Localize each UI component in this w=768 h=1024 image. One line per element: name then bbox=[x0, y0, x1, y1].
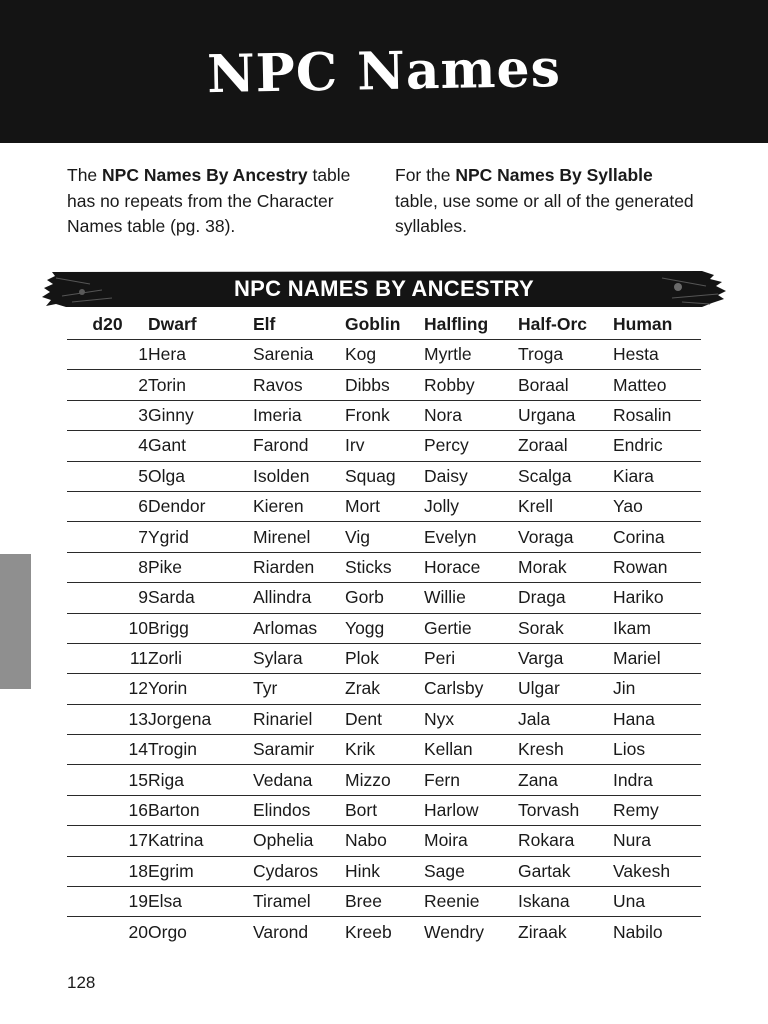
name-cell: Sticks bbox=[345, 552, 424, 582]
name-cell: Ikam bbox=[613, 613, 701, 643]
table-row bbox=[67, 400, 701, 430]
name-cell: Ginny bbox=[148, 400, 253, 430]
name-cell: Dendor bbox=[148, 491, 253, 521]
table-row bbox=[67, 643, 701, 673]
name-cell: Vakesh bbox=[613, 856, 701, 886]
roll-number-cell: 12 bbox=[67, 674, 148, 704]
name-cell: Kog bbox=[345, 340, 424, 370]
name-cell: Varga bbox=[518, 643, 613, 673]
name-cell: Una bbox=[613, 887, 701, 917]
roll-number-cell: 1 bbox=[67, 340, 148, 370]
intro-text: table has no repeats from the Character Names table (pg. 38). bbox=[67, 165, 351, 236]
name-cell: Willie bbox=[424, 583, 518, 613]
roll-number-cell: 14 bbox=[67, 735, 148, 765]
name-cell: Troga bbox=[518, 340, 613, 370]
intro-text: For the bbox=[395, 165, 456, 185]
name-cell: Krik bbox=[345, 735, 424, 765]
page-number: 128 bbox=[67, 973, 96, 992]
table-row bbox=[67, 765, 701, 795]
name-cell: Myrtle bbox=[424, 340, 518, 370]
table-row bbox=[67, 795, 701, 825]
name-cell: Hera bbox=[148, 340, 253, 370]
section-title: NPC NAMES BY ANCESTRY bbox=[233, 276, 535, 301]
name-cell: Lios bbox=[613, 735, 701, 765]
name-cell: Kellan bbox=[424, 735, 518, 765]
name-cell: Isolden bbox=[253, 461, 345, 491]
roll-number-cell: 3 bbox=[67, 400, 148, 430]
name-cell: Rowan bbox=[613, 552, 701, 582]
name-cell: Nyx bbox=[424, 704, 518, 734]
name-cell: Barton bbox=[148, 795, 253, 825]
intro-bold-text: NPC Names By Syllable bbox=[455, 165, 653, 185]
intro-paragraph-ancestry bbox=[67, 163, 367, 240]
name-cell: Zoraal bbox=[518, 431, 613, 461]
name-cell: Remy bbox=[613, 795, 701, 825]
roll-number-cell: 18 bbox=[67, 856, 148, 886]
roll-number-cell: 2 bbox=[67, 370, 148, 400]
name-cell: Ophelia bbox=[253, 826, 345, 856]
roll-number-cell: 20 bbox=[67, 917, 148, 947]
roll-number-cell: 10 bbox=[67, 613, 148, 643]
name-cell: Nabilo bbox=[613, 917, 701, 947]
name-cell: Rokara bbox=[518, 826, 613, 856]
column-header: Human bbox=[613, 313, 673, 334]
table-row bbox=[67, 735, 701, 765]
table-row bbox=[67, 370, 701, 400]
name-cell: Squag bbox=[345, 461, 424, 491]
table-row bbox=[67, 461, 701, 491]
name-cell: Kreeb bbox=[345, 917, 424, 947]
name-cell: Carlsby bbox=[424, 674, 518, 704]
table-row bbox=[67, 704, 701, 734]
name-cell: Mort bbox=[345, 491, 424, 521]
name-cell: Gertie bbox=[424, 613, 518, 643]
table-row bbox=[67, 613, 701, 643]
name-cell: Riarden bbox=[253, 552, 345, 582]
name-cell: Vig bbox=[345, 522, 424, 552]
roll-number-cell: 4 bbox=[67, 431, 148, 461]
intro-text: table, use some or all of the generated syllables. bbox=[395, 190, 694, 236]
name-cell: Fronk bbox=[345, 400, 424, 430]
roll-number-cell: 7 bbox=[67, 522, 148, 552]
column-header: d20 bbox=[92, 313, 123, 334]
name-cell: Tiramel bbox=[253, 887, 345, 917]
name-cell: Mirenel bbox=[253, 522, 345, 552]
name-cell: Sarda bbox=[148, 583, 253, 613]
roll-number-cell: 13 bbox=[67, 704, 148, 734]
column-header: Goblin bbox=[345, 313, 401, 334]
table-row bbox=[67, 917, 701, 947]
name-cell: Gorb bbox=[345, 583, 424, 613]
name-cell: Hariko bbox=[613, 583, 701, 613]
name-cell: Olga bbox=[148, 461, 253, 491]
name-cell: Yorin bbox=[148, 674, 253, 704]
npc-names-table bbox=[67, 309, 701, 947]
table-row bbox=[67, 856, 701, 886]
name-cell: Morak bbox=[518, 552, 613, 582]
column-header: Elf bbox=[253, 313, 276, 334]
name-cell: Katrina bbox=[148, 826, 253, 856]
name-cell: Egrim bbox=[148, 856, 253, 886]
name-cell: Sarenia bbox=[253, 340, 345, 370]
name-cell: Cydaros bbox=[253, 856, 345, 886]
name-cell: Plok bbox=[345, 643, 424, 673]
name-cell: Zrak bbox=[345, 674, 424, 704]
name-cell: Nabo bbox=[345, 826, 424, 856]
name-cell: Jin bbox=[613, 674, 701, 704]
name-cell: Matteo bbox=[613, 370, 701, 400]
name-cell: Urgana bbox=[518, 400, 613, 430]
name-cell: Trogin bbox=[148, 735, 253, 765]
name-cell: Imeria bbox=[253, 400, 345, 430]
name-cell: Percy bbox=[424, 431, 518, 461]
name-cell: Iskana bbox=[518, 887, 613, 917]
name-cell: Rinariel bbox=[253, 704, 345, 734]
name-cell: Peri bbox=[424, 643, 518, 673]
chapter-side-tab bbox=[0, 554, 31, 689]
table-row bbox=[67, 552, 701, 582]
table-header-row bbox=[67, 309, 701, 340]
table-row bbox=[67, 491, 701, 521]
name-cell: Robby bbox=[424, 370, 518, 400]
name-cell: Moira bbox=[424, 826, 518, 856]
name-cell: Elsa bbox=[148, 887, 253, 917]
name-cell: Horace bbox=[424, 552, 518, 582]
name-cell: Saramir bbox=[253, 735, 345, 765]
name-cell: Jolly bbox=[424, 491, 518, 521]
name-cell: Pike bbox=[148, 552, 253, 582]
roll-number-cell: 17 bbox=[67, 826, 148, 856]
name-cell: Yao bbox=[613, 491, 701, 521]
name-cell: Vedana bbox=[253, 765, 345, 795]
intro-text: The bbox=[67, 165, 103, 185]
name-cell: Fern bbox=[424, 765, 518, 795]
name-cell: Indra bbox=[613, 765, 701, 795]
name-cell: Sylara bbox=[253, 643, 345, 673]
name-cell: Gant bbox=[148, 431, 253, 461]
name-cell: Nura bbox=[613, 826, 701, 856]
name-cell: Daisy bbox=[424, 461, 518, 491]
name-cell: Varond bbox=[253, 917, 345, 947]
page-title: NPC Names bbox=[206, 37, 562, 106]
table-row bbox=[67, 887, 701, 917]
name-cell: Kiara bbox=[613, 461, 701, 491]
roll-number-cell: 19 bbox=[67, 887, 148, 917]
name-cell: Nora bbox=[424, 400, 518, 430]
name-cell: Zana bbox=[518, 765, 613, 795]
table-row bbox=[67, 583, 701, 613]
roll-number-cell: 6 bbox=[67, 491, 148, 521]
name-cell: Mizzo bbox=[345, 765, 424, 795]
name-cell: Dibbs bbox=[345, 370, 424, 400]
name-cell: Bort bbox=[345, 795, 424, 825]
column-header: Dwarf bbox=[148, 313, 197, 334]
name-cell: Sage bbox=[424, 856, 518, 886]
table-row bbox=[67, 826, 701, 856]
name-cell: Wendry bbox=[424, 917, 518, 947]
name-cell: Allindra bbox=[253, 583, 345, 613]
name-cell: Gartak bbox=[518, 856, 613, 886]
name-cell: Irv bbox=[345, 431, 424, 461]
name-cell: Evelyn bbox=[424, 522, 518, 552]
name-cell: Mariel bbox=[613, 643, 701, 673]
roll-number-cell: 9 bbox=[67, 583, 148, 613]
table-row bbox=[67, 522, 701, 552]
name-cell: Ulgar bbox=[518, 674, 613, 704]
table-row bbox=[67, 340, 701, 370]
name-cell: Endric bbox=[613, 431, 701, 461]
name-cell: Zorli bbox=[148, 643, 253, 673]
name-cell: Rosalin bbox=[613, 400, 701, 430]
name-cell: Elindos bbox=[253, 795, 345, 825]
name-cell: Farond bbox=[253, 431, 345, 461]
roll-number-cell: 5 bbox=[67, 461, 148, 491]
roll-number-cell: 16 bbox=[67, 795, 148, 825]
name-cell: Voraga bbox=[518, 522, 613, 552]
roll-number-cell: 8 bbox=[67, 552, 148, 582]
intro-paragraph-syllable bbox=[395, 163, 695, 240]
name-cell: Jorgena bbox=[148, 704, 253, 734]
name-cell: Jala bbox=[518, 704, 613, 734]
name-cell: Orgo bbox=[148, 917, 253, 947]
name-cell: Torin bbox=[148, 370, 253, 400]
intro-bold-text: NPC Names By Ancestry bbox=[102, 165, 308, 185]
name-cell: Krell bbox=[518, 491, 613, 521]
name-cell: Hana bbox=[613, 704, 701, 734]
name-cell: Arlomas bbox=[253, 613, 345, 643]
name-cell: Reenie bbox=[424, 887, 518, 917]
name-cell: Corina bbox=[613, 522, 701, 552]
roll-number-cell: 11 bbox=[67, 643, 148, 673]
name-cell: Kieren bbox=[253, 491, 345, 521]
roll-number-cell: 15 bbox=[67, 765, 148, 795]
name-cell: Hink bbox=[345, 856, 424, 886]
name-cell: Boraal bbox=[518, 370, 613, 400]
name-cell: Kresh bbox=[518, 735, 613, 765]
table-row bbox=[67, 431, 701, 461]
name-cell: Sorak bbox=[518, 613, 613, 643]
name-cell: Riga bbox=[148, 765, 253, 795]
name-cell: Ygrid bbox=[148, 522, 253, 552]
name-cell: Tyr bbox=[253, 674, 345, 704]
name-cell: Torvash bbox=[518, 795, 613, 825]
name-cell: Scalga bbox=[518, 461, 613, 491]
name-cell: Draga bbox=[518, 583, 613, 613]
column-header: Halfling bbox=[424, 313, 489, 334]
name-cell: Brigg bbox=[148, 613, 253, 643]
section-header-bar bbox=[42, 270, 726, 308]
name-cell: Bree bbox=[345, 887, 424, 917]
table-row bbox=[67, 674, 701, 704]
name-cell: Yogg bbox=[345, 613, 424, 643]
column-header: Half-Orc bbox=[518, 313, 588, 334]
name-cell: Ziraak bbox=[518, 917, 613, 947]
name-cell: Dent bbox=[345, 704, 424, 734]
name-cell: Hesta bbox=[613, 340, 701, 370]
name-cell: Harlow bbox=[424, 795, 518, 825]
name-cell: Ravos bbox=[253, 370, 345, 400]
